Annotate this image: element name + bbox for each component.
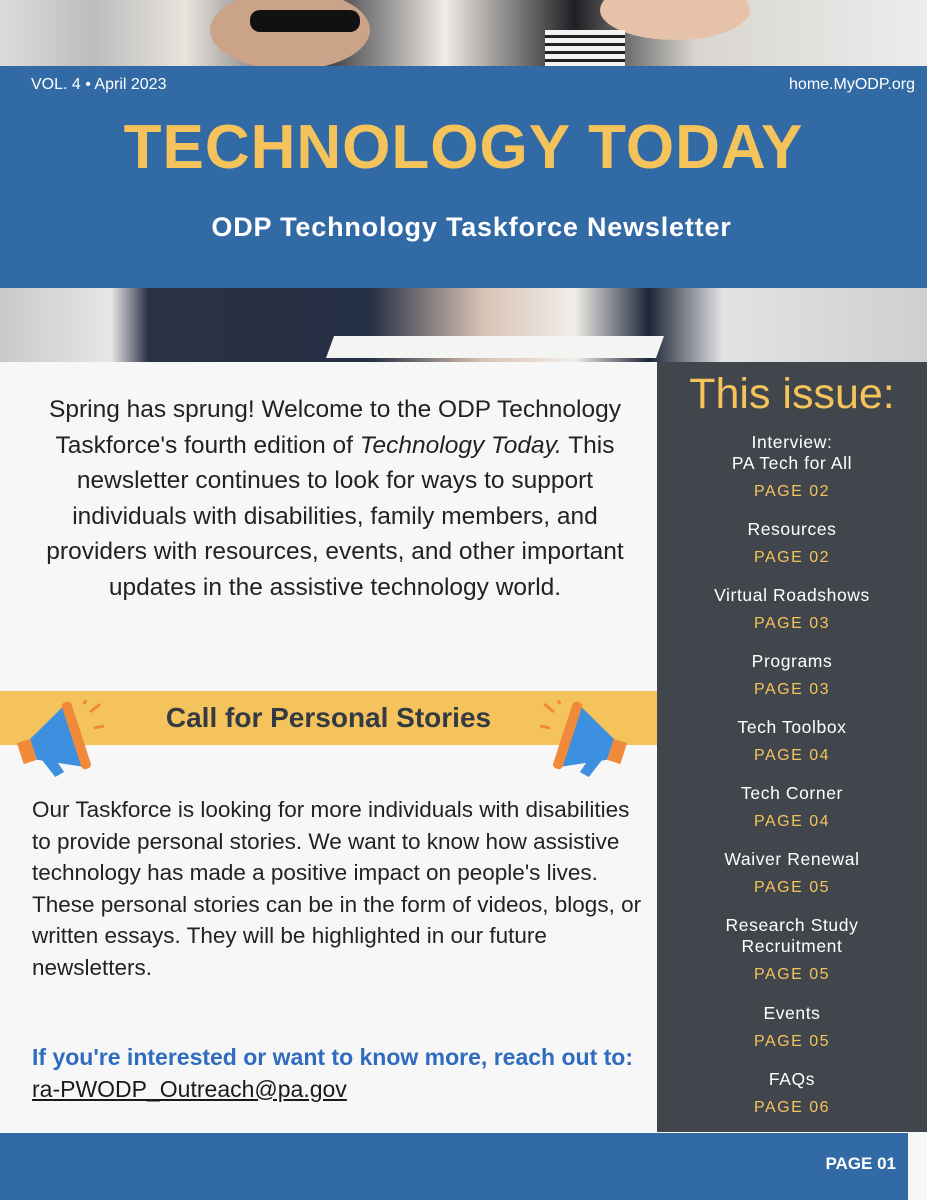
footer-bar bbox=[0, 1133, 908, 1200]
toc-label: Tech Toolbox bbox=[737, 717, 847, 737]
toc-item-resources[interactable] bbox=[657, 519, 927, 567]
toc-item-research-study[interactable] bbox=[657, 915, 927, 984]
braille-reading-photo bbox=[0, 288, 927, 362]
newsletter-title: TECHNOLOGY TODAY bbox=[123, 113, 804, 182]
toc-page: PAGE 04 bbox=[753, 813, 830, 830]
header-photo bbox=[0, 0, 927, 66]
call-title: Call for Personal Stories bbox=[165, 702, 492, 733]
toc-label: Events bbox=[763, 1003, 821, 1023]
toc-label: Resources bbox=[747, 519, 837, 539]
toc-label: Waiver Renewal bbox=[724, 849, 860, 869]
intro-text-1: Spring has sprung! Welcome to the ODP Technology Taskforce's fourth edition of bbox=[49, 396, 621, 459]
publication-name: Technology Today. bbox=[359, 431, 562, 459]
toc-label: Recruitment bbox=[741, 936, 843, 956]
reach-out-text: If you're interested or want to know more, reach out to: bbox=[32, 1044, 633, 1070]
toc-title: This issue: bbox=[689, 370, 895, 418]
toc-item-faqs[interactable] bbox=[657, 1069, 927, 1117]
volume-date: VOL. 4 • April 2023 bbox=[31, 76, 167, 93]
megaphone-icon bbox=[540, 700, 630, 780]
toc-page: PAGE 02 bbox=[753, 549, 830, 566]
toc-item-virtual-roadshows[interactable] bbox=[657, 585, 927, 633]
toc-item-events[interactable] bbox=[657, 1003, 927, 1051]
call-body: Our Taskforce is looking for more individuals with disabilities to provide personal stories. We want to know how assistive technology has made a positive impact on people's lives. These personal stories can be in the form of videos, blogs, or written essays. They will be highlighted in our future newsletters. bbox=[32, 797, 642, 980]
intro-text-2: This newsletter continues to look for ways to support individuals with disabilities, family members, and providers with resources, events, and other important updates in the assistive technology world. bbox=[46, 431, 624, 601]
website-link[interactable]: home.MyODP.org bbox=[789, 76, 915, 93]
table-of-contents bbox=[657, 362, 927, 1132]
toc-page: PAGE 03 bbox=[753, 615, 830, 632]
toc-page: PAGE 03 bbox=[753, 681, 830, 698]
toc-item-waiver-renewal[interactable] bbox=[657, 849, 927, 897]
toc-page: PAGE 02 bbox=[753, 483, 830, 500]
toc-label: PA Tech for All bbox=[731, 453, 853, 473]
toc-item-programs[interactable] bbox=[657, 651, 927, 699]
toc-page: PAGE 05 bbox=[753, 879, 830, 896]
toc-page: PAGE 06 bbox=[753, 1099, 830, 1116]
toc-label: Virtual Roadshows bbox=[714, 585, 870, 605]
toc-label: Interview: bbox=[751, 432, 833, 452]
toc-item-tech-toolbox[interactable] bbox=[657, 717, 927, 765]
toc-page: PAGE 05 bbox=[753, 966, 830, 983]
page-number: PAGE 01 bbox=[825, 1154, 896, 1173]
toc-item-interview[interactable] bbox=[657, 432, 927, 501]
newsletter-subtitle: ODP Technology Taskforce Newsletter bbox=[211, 212, 732, 242]
toc-label: Tech Corner bbox=[741, 783, 843, 803]
reach-out bbox=[32, 1042, 642, 1105]
megaphone-icon bbox=[14, 700, 104, 780]
toc-item-tech-corner[interactable] bbox=[657, 783, 927, 831]
toc-page: PAGE 04 bbox=[753, 747, 830, 764]
toc-label: Programs bbox=[751, 651, 833, 671]
outreach-email-link[interactable]: ra-PWODP_Outreach@pa.gov bbox=[32, 1075, 347, 1102]
intro-paragraph bbox=[20, 392, 650, 605]
toc-label: Research Study bbox=[725, 915, 859, 935]
masthead bbox=[0, 66, 927, 288]
toc-label: FAQs bbox=[768, 1069, 816, 1089]
toc-page: PAGE 05 bbox=[753, 1033, 830, 1050]
